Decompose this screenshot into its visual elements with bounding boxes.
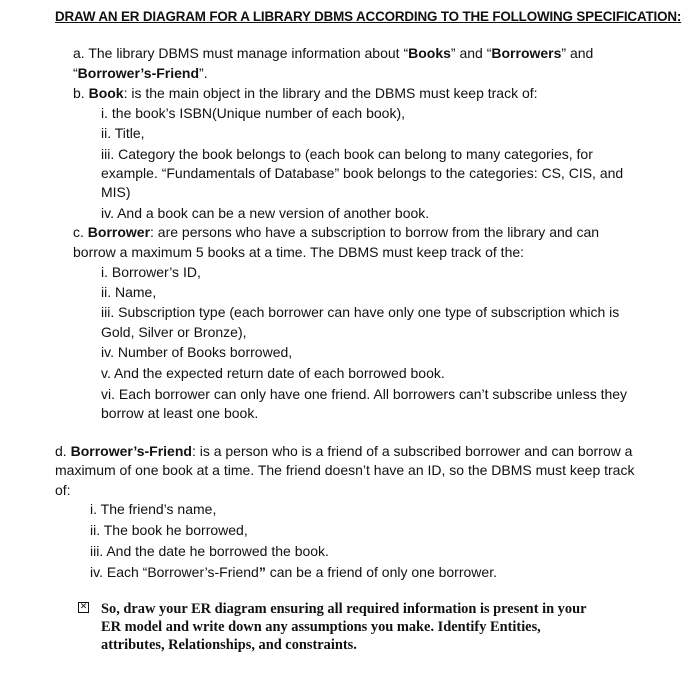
- spec-d-line-3: of:: [55, 482, 71, 498]
- borrowers-friend-term: Borrower’s-Friend: [77, 65, 200, 81]
- list-item-continuation: Gold, Silver or Bronze),: [101, 324, 247, 340]
- list-item: vi. Each borrower can only have one friend. All borrowers can’t subscribe unless they: [101, 386, 628, 402]
- instruction-line: attributes, Relationships, and constraints.: [101, 637, 357, 653]
- checkbox-icon: ✕: [79, 602, 88, 612]
- list-item-continuation: borrow at least one book.: [101, 405, 259, 421]
- list-item: iv. Each “Borrower’s-Friend” can be a friend of only one borrower.: [90, 564, 497, 580]
- list-item: iii. Category the book belongs to (each book can belong to many categories, for: [101, 146, 593, 162]
- list-item: ii. The book he borrowed,: [90, 522, 248, 538]
- spec-c-line-2: borrow a maximum 5 books at a time. The DBMS must keep track of the:: [73, 244, 525, 260]
- page-title: DRAW AN ER DIAGRAM FOR A LIBRARY DBMS ACCORDING TO THE FOLLOWING SPECIFICATION:: [55, 9, 682, 24]
- list-item: v. And the expected return date of each borrowed book.: [101, 365, 445, 381]
- borrower-term: Borrower: [87, 224, 151, 240]
- spec-d-heading: d. Borrower’s-Friend: is a person who is a friend of a subscribed borrower and can borrow a: [55, 443, 633, 459]
- book-term: Book: [88, 85, 124, 101]
- borrowers-term: Borrowers: [491, 45, 562, 61]
- list-item-continuation: MIS): [101, 184, 131, 200]
- instruction-text: [101, 600, 661, 654]
- list-item: iv. Number of Books borrowed,: [101, 344, 293, 360]
- list-item: ii. Title,: [101, 125, 145, 141]
- spec-c-heading: c. Borrower: are persons who have a subscription to borrow from the library and can: [73, 224, 600, 240]
- instruction-line: So, draw your ER diagram ensuring all required information is present in your: [101, 601, 587, 617]
- borrowers-friend-term: Borrower’s-Friend: [70, 443, 192, 459]
- instruction-line: ER model and write down any assumptions you make. Identify Entities,: [101, 619, 541, 635]
- list-item: ii. Name,: [101, 284, 157, 300]
- books-term: Books: [408, 45, 451, 61]
- spec-d-line-2: maximum of one book at a time. The friend doesn’t have an ID, so the DBMS must keep track: [55, 462, 635, 478]
- spec-a-line-1: a. The library DBMS must manage information about “Books” and “Borrowers” and: [73, 45, 594, 61]
- list-item: i. the book’s ISBN(Unique number of each book),: [101, 105, 406, 121]
- spec-a-line-2: “Borrower’s-Friend”.: [73, 65, 208, 81]
- spec-b-heading: b. Book: is the main object in the library and the DBMS must keep track of:: [73, 85, 538, 101]
- list-item: iii. Subscription type (each borrower can have only one type of subscription which is: [101, 304, 620, 320]
- list-item: iii. And the date he borrowed the book.: [90, 543, 329, 559]
- list-item: i. Borrower’s ID,: [101, 264, 201, 280]
- list-item-continuation: example. “Fundamentals of Database” book belongs to the categories: CS, CIS, and: [101, 165, 624, 181]
- list-item: iv. And a book can be a new version of another book.: [101, 205, 430, 221]
- list-item: i. The friend’s name,: [90, 501, 217, 517]
